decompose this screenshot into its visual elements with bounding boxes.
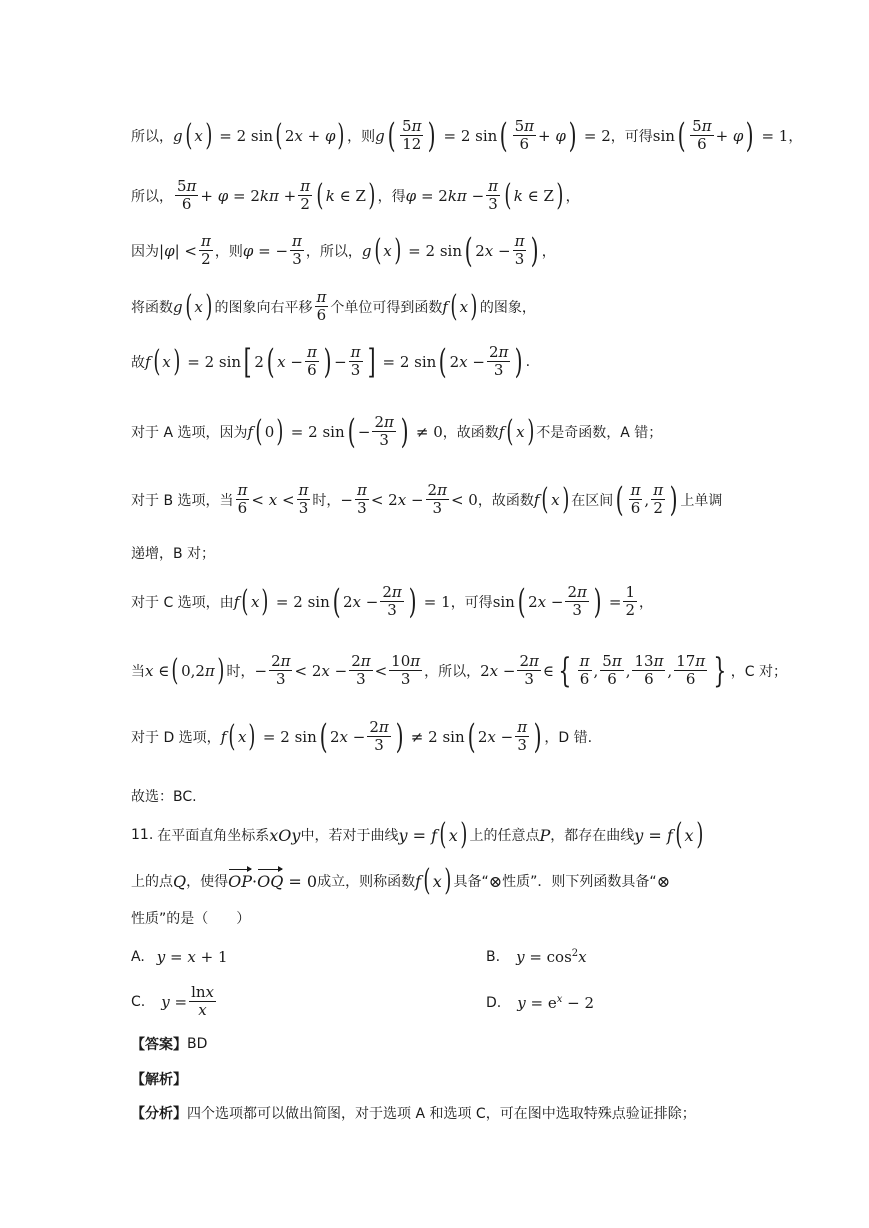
solution-line-9: 对于 C 选项，由 f ( x ) = 2 sin ( 2 x − $\frac{2\pi}{3}$ ) = 1 ，可得 sin ( 2 x − $\frac{2\pi}{3}$ ) = $\frac{1}{2}$ ， bbox=[131, 581, 654, 622]
question-line-3: 性质”的是（ ） bbox=[131, 911, 251, 927]
solution-line-4: 将函数 g ( x ) 的图象向右平移 $\frac{\pi}{6}$ 个单位可得到函数 f ( x ) 的图象， bbox=[131, 288, 536, 324]
solution-line-12: 故选：BC. bbox=[131, 789, 197, 805]
answer-label: 【答案】 bbox=[131, 1037, 187, 1053]
solution-line-5: 故 f ( x ) = 2 sin [ 2 ( x − $\frac{\pi}{6}$ ) − $\frac{\pi}{3}$ ] = 2 sin ( 2 x − $\frac{2\pi}{3}$ ) . bbox=[131, 341, 531, 382]
solution-line-2: 所以， $\frac{5\pi}{6}$ + φ = 2 kπ + $\frac{\pi}{2}$ ( k ∈ Z ) ，得 φ = 2 kπ − $\frac{\pi}{3}$ ( k ∈ Z ) ， bbox=[131, 177, 580, 213]
fenxi-label: 【分析】 bbox=[131, 1106, 187, 1122]
answer-value: BD bbox=[187, 1036, 208, 1052]
analysis-label: 【解析】 bbox=[131, 1072, 187, 1088]
option-b: B. y = $\cos^2$ x bbox=[486, 948, 587, 966]
solution-line-11: 对于 D 选项， f ( x ) = 2 sin ( 2 x − $\frac{2\pi}{3}$ ) ≠ 2 sin ( 2 x − $\frac{\pi}{3}$ ) ，D 错. bbox=[131, 716, 593, 757]
answer-line bbox=[131, 1034, 207, 1054]
solution-line-1: 所以， g ( x ) = 2 sin ( 2 x + φ ) ，则 g ( $\frac{5\pi}{12}$ ) = 2 sin ( $\frac{5\pi}{6}$ + φ ) = 2 ，可得 sin ( $\frac{5\pi}{6}$ + φ ) = 1 ， bbox=[131, 115, 803, 156]
question-number: 11. bbox=[131, 827, 154, 843]
solution-line-3: 因为 | φ | < $\frac{\pi}{2}$ ，则 φ = − $\frac{\pi}{3}$ ，所以， g ( x ) = 2 sin ( 2 x − $\frac{\pi}{3}$ ) ， bbox=[131, 230, 556, 271]
question-line-1: 11. 在平面直角坐标系 xOy 中，若对于曲线 y = f ( x ) 上的任意点 P ，都存在曲线 y = f ( x ) bbox=[131, 817, 703, 852]
solution-line-6: 对于 A 选项，因为 f ( 0 ) = 2 sin ( − $\frac{2\pi}{3}$ ) ≠ 0 ，故函数 f ( x ) 不是奇函数，A 错； bbox=[131, 411, 663, 452]
fenxi-text: 四个选项都可以做出简图，对于选项 A 和选项 C，可在图中选取特殊点验证排除； bbox=[187, 1106, 696, 1122]
option-d: D. y = $e^x - 2$ bbox=[486, 994, 594, 1012]
solution-line-8: 递增，B 对； bbox=[131, 546, 216, 562]
option-a: A. y = x + 1 bbox=[131, 948, 228, 966]
solution-line-7: 对于 B 选项，当 $\frac{\pi}{6}$ < x < $\frac{\pi}{3}$ 时， − $\frac{\pi}{3}$ < 2 x − $\frac{2\pi}{3}$ < 0 ，故函数 f ( x ) 在区间 ( $\frac{\pi}{6}$ , $\frac{\pi}{2}$ ) 上单调 bbox=[131, 479, 723, 520]
analysis-line bbox=[131, 1069, 187, 1089]
solution-line-10: 当 x ∈ ( 0,2 π ) 时， − $\frac{2\pi}{3}$ < 2 x − $\frac{2\pi}{3}$ < $\frac{10\pi}{3}$ ，所以， 2 x − $\frac{2\pi}{3}$ ∈ { $\frac{\pi}{6}$ , $\frac{5\pi}{6}$ , $\frac{13\pi}{6}$ , $\frac{17\pi}{6}$ } ，C 对； bbox=[131, 650, 788, 691]
question-line-2: 上的点 Q ，使得 OP · OQ = 0 成立，则称函数 f ( x ) 具备“ ⊗ 性质”．则下列函数具备“ ⊗ bbox=[131, 863, 671, 898]
option-c: C. y = $\frac{\ln x}{x}$ bbox=[131, 983, 214, 1019]
fenxi-line bbox=[131, 1103, 696, 1123]
